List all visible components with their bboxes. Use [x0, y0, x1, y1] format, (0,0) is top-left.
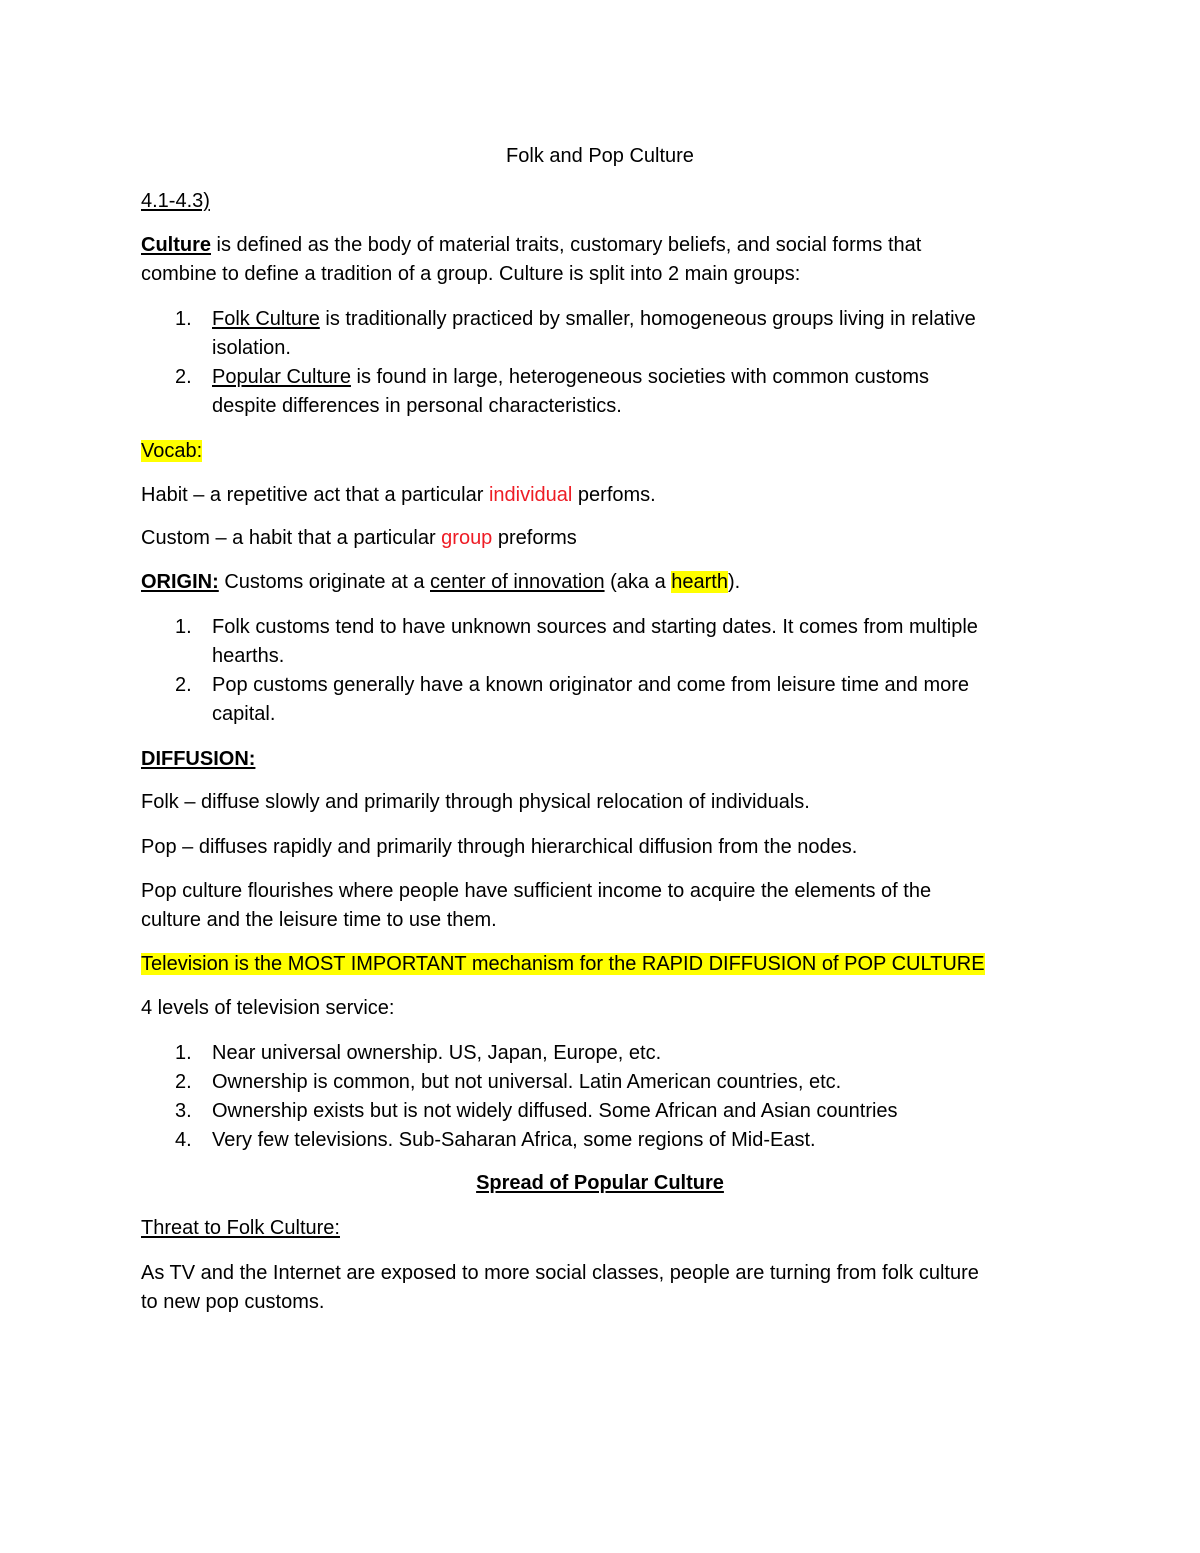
television-highlight: Television is the MOST IMPORTANT mechanism for the RAPID DIFFUSION of POP CULTURE: [141, 953, 985, 975]
custom-text: Custom – a habit that a particular: [141, 527, 442, 549]
pop-customs-item-line-2: capital.: [212, 703, 276, 725]
folk-customs-item-line-2: hearths.: [212, 645, 285, 667]
list-number: 2.: [175, 1071, 192, 1093]
culture-term: Culture: [141, 234, 211, 256]
list-number: 2.: [175, 366, 192, 388]
origin-label: ORIGIN:: [141, 571, 219, 593]
television-highlight-row: [141, 950, 985, 979]
pop-flourish-line-1: Pop culture flourishes where people have sufficient income to acquire the elements of the: [141, 880, 932, 902]
custom-emphasis: group: [441, 527, 493, 549]
habit-definition: [141, 481, 656, 510]
spread-of-popular-culture-heading: Spread of Popular Culture: [476, 1172, 724, 1194]
pop-diffusion-text: Pop – diffuses rapidly and primarily through hierarchical diffusion from the nodes.: [141, 836, 858, 858]
origin-paragraph: [141, 568, 740, 597]
tv-level-item: Ownership is common, but not universal. Latin American countries, etc.: [212, 1071, 842, 1093]
tv-levels-intro: 4 levels of television service:: [141, 997, 395, 1019]
origin-text-mid: (aka a: [604, 571, 672, 593]
section-reference: 4.1-4.3): [141, 190, 210, 212]
custom-text-end: preforms: [492, 527, 577, 549]
folk-diffusion-text: Folk – diffuse slowly and primarily through physical relocation of individuals.: [141, 791, 810, 813]
popular-culture-item-line-2: despite differences in personal characteristics.: [212, 395, 622, 417]
habit-text: Habit – a repetitive act that a particular: [141, 484, 489, 506]
origin-text: Customs originate at a: [218, 571, 430, 593]
pop-customs-item: Pop customs generally have a known originator and come from leisure time and more: [212, 674, 970, 696]
threat-heading: Threat to Folk Culture:: [141, 1217, 340, 1239]
folk-culture-item: [212, 305, 976, 334]
document-title: Folk and Pop Culture: [506, 145, 694, 167]
list-number: 1.: [175, 308, 192, 330]
hearth-highlight: hearth: [671, 571, 728, 593]
vocab-label: Vocab:: [141, 440, 203, 462]
list-number: 3.: [175, 1100, 192, 1122]
popular-culture-text: is found in large, heterogeneous societies with common customs: [350, 366, 930, 388]
diffusion-heading: DIFFUSION:: [141, 748, 256, 770]
threat-text-line-1: As TV and the Internet are exposed to more social classes, people are turning from folk culture: [141, 1262, 979, 1284]
folk-culture-text: is traditionally practiced by smaller, homogeneous groups living in relative: [319, 308, 976, 330]
folk-culture-item-line-2: isolation.: [212, 337, 291, 359]
culture-definition-text: is defined as the body of material traits, customary beliefs, and social forms that: [211, 234, 922, 256]
tv-level-item: Very few televisions. Sub-Saharan Africa, some regions of Mid-East.: [212, 1129, 816, 1151]
origin-text-end: ).: [727, 571, 741, 593]
habit-text-end: perfoms.: [572, 484, 656, 506]
culture-definition-line-1: [141, 231, 921, 260]
popular-culture-item: [212, 363, 929, 392]
custom-definition: [141, 524, 577, 553]
culture-definition-line-2: combine to define a tradition of a group. Culture is split into 2 main groups:: [141, 263, 801, 285]
list-number: 1.: [175, 1042, 192, 1064]
list-number: 1.: [175, 616, 192, 638]
vocab-heading: [141, 437, 202, 466]
list-number: 2.: [175, 674, 192, 696]
folk-customs-item: Folk customs tend to have unknown sources and starting dates. It comes from multiple: [212, 616, 978, 638]
habit-emphasis: individual: [488, 484, 573, 506]
popular-culture-term: Popular Culture: [212, 366, 351, 388]
tv-level-item: Ownership exists but is not widely diffused. Some African and Asian countries: [212, 1100, 898, 1122]
list-number: 4.: [175, 1129, 192, 1151]
folk-culture-term: Folk Culture: [212, 308, 320, 330]
tv-level-item: Near universal ownership. US, Japan, Europe, etc.: [212, 1042, 662, 1064]
center-of-innovation-term: center of innovation: [430, 571, 605, 593]
threat-text-line-2: to new pop customs.: [141, 1291, 325, 1313]
pop-flourish-line-2: culture and the leisure time to use them.: [141, 909, 497, 931]
